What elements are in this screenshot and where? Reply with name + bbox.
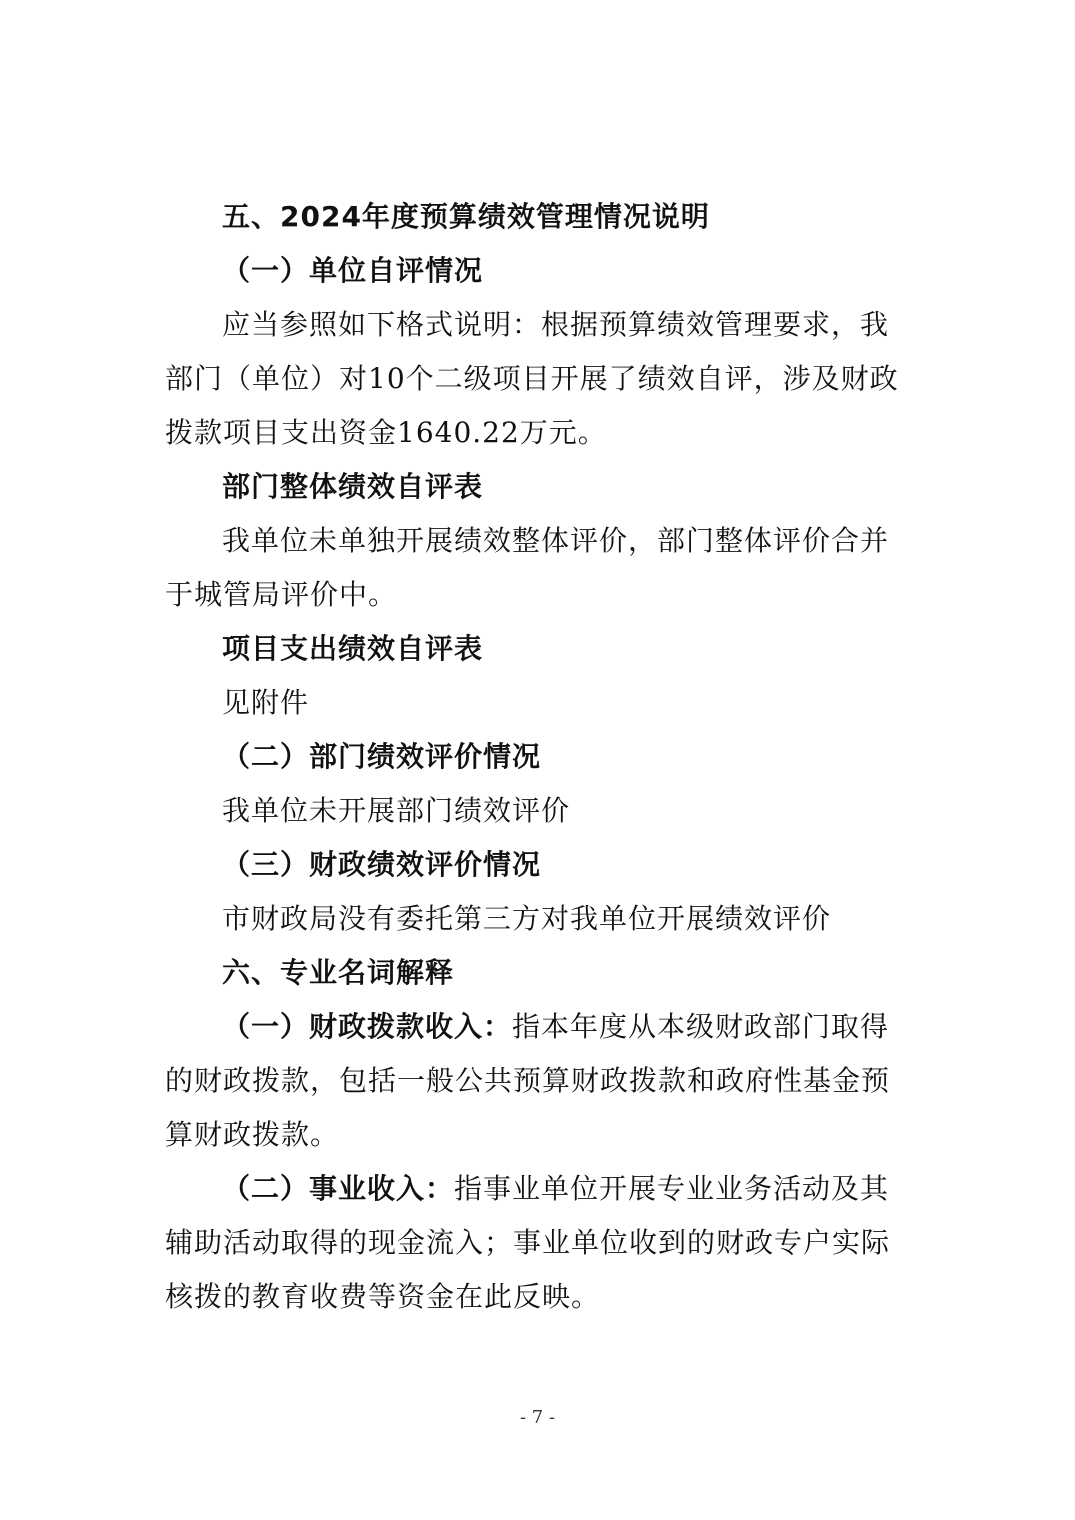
dept-table-title: 部门整体绩效自评表: [222, 470, 484, 503]
term-1-label: （一）财政拨款收入：: [222, 1010, 513, 1043]
term-1-text: 指本年度从本级财政部门取得的财政拨款，包括一般公共预算财政拨款和政府性基金预算财政拨款。: [165, 1010, 891, 1151]
term-1-paragraph: [165, 1000, 913, 1162]
term-2-paragraph: [165, 1162, 913, 1324]
dept-table-paragraph: 我单位未单独开展绩效整体评价，部门整体评价合并于城管局评价中。: [165, 524, 890, 611]
sub-2-title: （二）部门绩效评价情况: [222, 740, 542, 773]
section-6-title: 六、专业名词解释: [222, 956, 455, 989]
sub-1-title: （一）单位自评情况: [222, 254, 484, 287]
sub-3-title: （三）财政绩效评价情况: [222, 848, 542, 881]
project-table-paragraph: 见附件: [222, 686, 310, 719]
page-number: - 7 -: [519, 1407, 556, 1428]
project-table-title: 项目支出绩效自评表: [222, 632, 484, 665]
section-5-title: 五、2024年度预算绩效管理情况说明: [222, 200, 710, 233]
term-2-label: （二）事业收入：: [222, 1172, 455, 1205]
sub-2-paragraph: 我单位未开展部门绩效评价: [222, 794, 571, 827]
sub-3-paragraph: 市财政局没有委托第三方对我单位开展绩效评价: [222, 902, 832, 935]
sub-1-paragraph: 应当参照如下格式说明：根据预算绩效管理要求，我部门（单位）对10个二级项目开展了绩效自评，涉及财政拨款项目支出资金1640.22万元。: [165, 308, 899, 449]
term-2-text: 指事业单位开展专业业务活动及其辅助活动取得的现金流入；事业单位收到的财政专户实际核拨的教育收费等资金在此反映。: [165, 1172, 891, 1313]
